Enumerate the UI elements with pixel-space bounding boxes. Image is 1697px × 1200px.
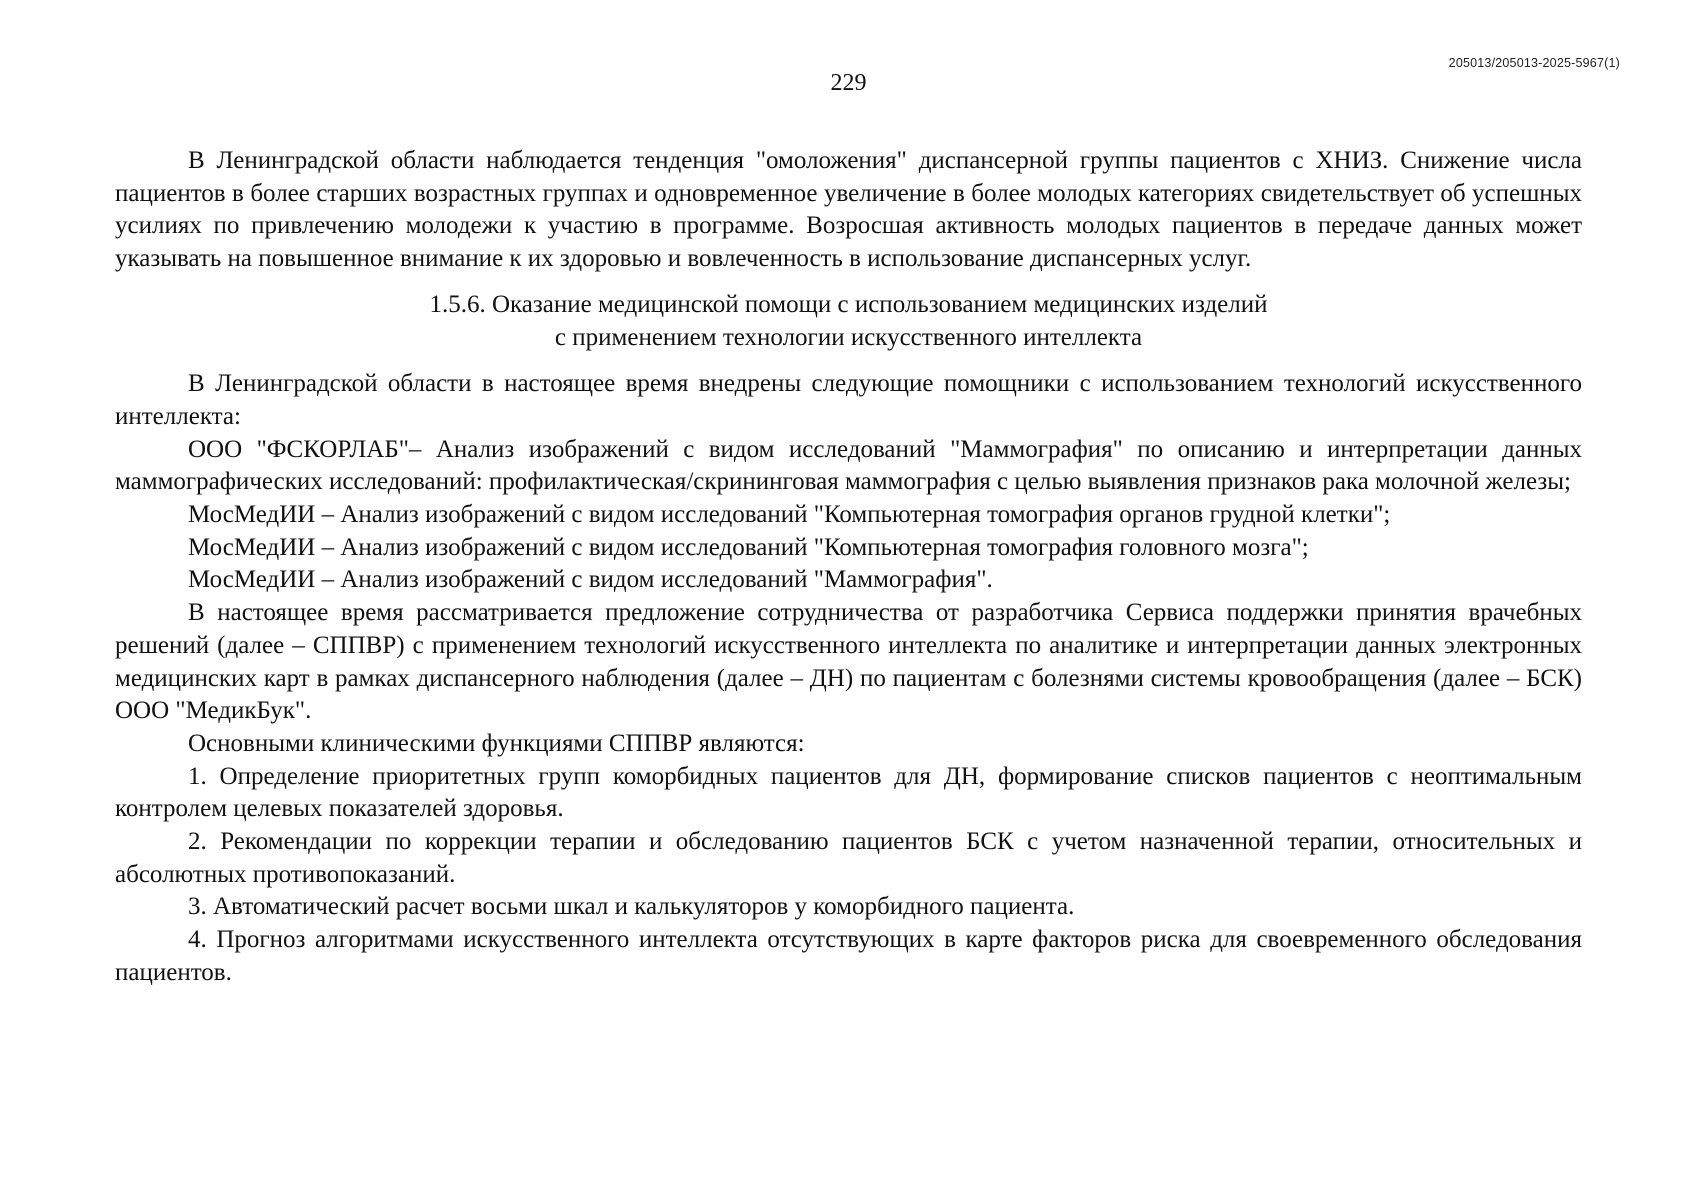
paragraph-rejuvenation-trend: В Ленинградской области наблюдается тенденция "омоложения" диспансерной группы пациентов с ХНИЗ. Снижение числа пациентов в более старших возрастных группах и одновременное увеличение в более молодых категориях свидетельствует об успешных усилиях по привлечению молодежи к участию в программе. Возросшая активность молодых пациентов в передаче данных может указывать на повышенное внимание к их здоровью и вовлеченность в использование диспансерных услуг.: [115, 147, 1582, 273]
paragraph-mosmedii-brain-ct: МосМедИИ – Анализ изображений с видом исследований "Компьютерная томография головного мозга";: [188, 533, 1309, 561]
paragraph-sppvr-proposal: В настоящее время рассматривается предложение сотрудничества от разработчика Сервиса поддержки принятия врачебных решений (далее – СППВР) с применением технологий искусственного интеллекта по аналитике и интерпретации данных электронных медицинских карт в рамках диспансерного наблюдения (далее – ДН) по пациентам с болезнями системы кровообращения (далее – БСК) ООО "МедикБук".: [115, 599, 1582, 725]
paragraph-fskorlab: ООО "ФСКОРЛАБ"– Анализ изображений с видом исследований "Маммография" по описанию и интерпретации данных маммографических исследований: профилактическая/скрининговая маммография с целью выявления признаков рака молочной железы;: [115, 435, 1582, 496]
document-code: 205013/205013-2025-5967(1): [1448, 56, 1620, 70]
paragraph-sppvr-functions-intro: Основными клиническими функциями СППВР являются:: [188, 729, 805, 757]
page-number: 229: [830, 70, 867, 96]
paragraph-mosmedii-chest-ct: МосМедИИ – Анализ изображений с видом исследований "Компьютерная томография органов грудной клетки";: [188, 501, 1391, 529]
paragraph-mosmedii-mammography: МосМедИИ – Анализ изображений с видом исследований "Маммография".: [188, 566, 993, 594]
section-title: [115, 276, 1582, 368]
paragraph-ai-assistants-intro: В Ленинградской области в настоящее время внедрены следующие помощники с использованием технологий искусственного интеллекта:: [115, 370, 1582, 430]
list-item-1: 1. Определение приоритетных групп коморбидных пациентов для ДН, формирование списков пациентов с неоптимальным контролем целевых показателей здоровья.: [115, 762, 1582, 823]
document-body: [115, 145, 1582, 990]
list-item-4: 4. Прогноз алгоритмами искусственного интеллекта отсутствующих в карте факторов риска для своевременного обследования пациентов.: [115, 926, 1582, 986]
list-item-2: 2. Рекомендации по коррекции терапии и обследованию пациентов БСК с учетом назначенной терапии, относительных и абсолютных противопоказаний.: [115, 828, 1582, 888]
section-title-line-1: 1.5.6. Оказание медицинской помощи с использованием медицинских изделий: [429, 290, 1268, 318]
section-title-line-2: с применением технологии искусственного интеллекта: [554, 323, 1143, 351]
list-item-3: 3. Автоматический расчет восьми шкал и калькуляторов у коморбидного пациента.: [188, 893, 1075, 921]
